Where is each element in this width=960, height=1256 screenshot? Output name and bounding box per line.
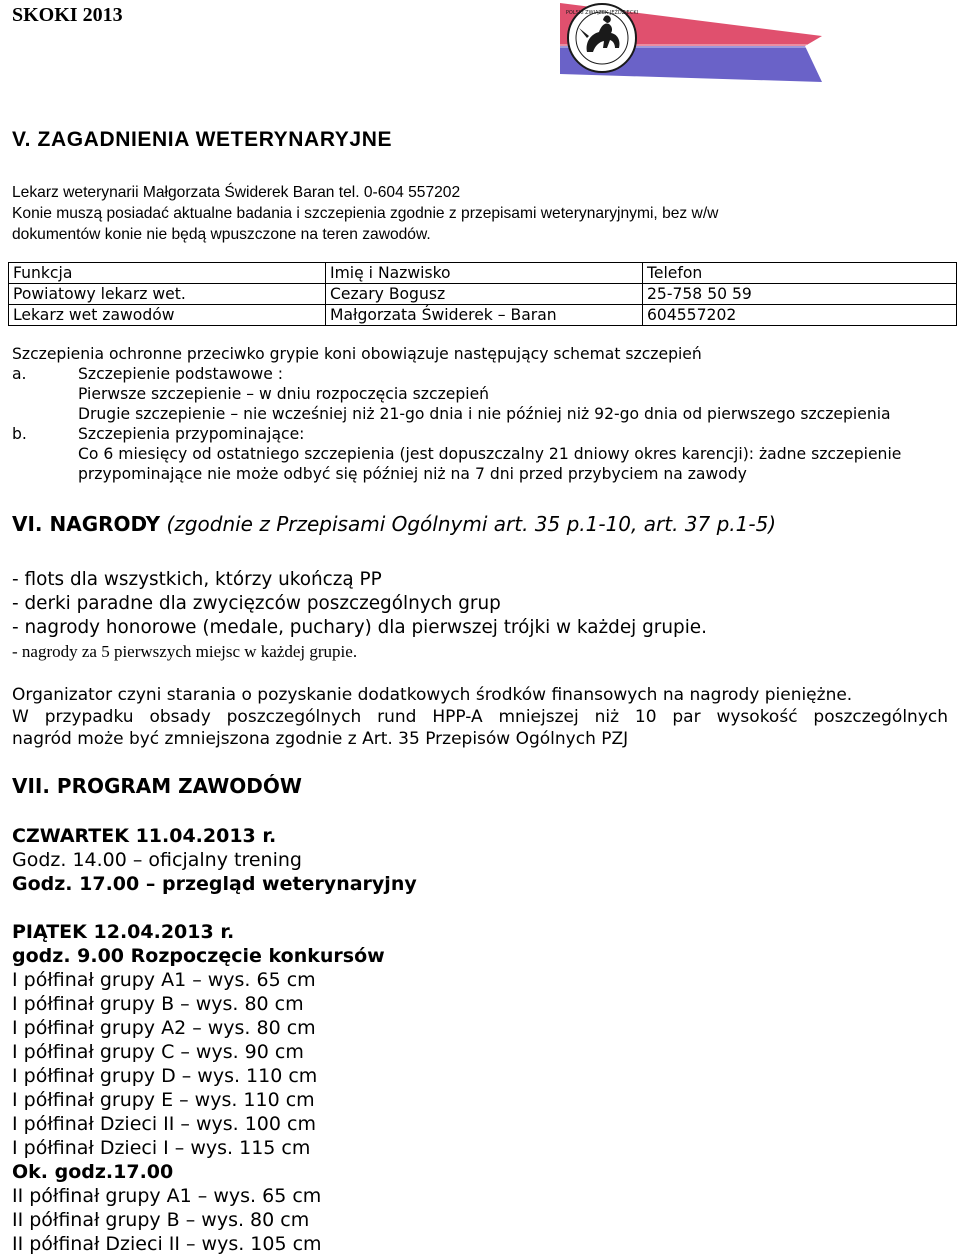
organizer-line: nagród może być zmniejszona zgodnie z Art. 35 Przepisów Ogólnych PZJ bbox=[12, 729, 629, 749]
word: mniejszej bbox=[498, 707, 579, 727]
schedule-item: Ok. godz.17.00 bbox=[12, 1161, 174, 1183]
table-header-row bbox=[9, 263, 957, 284]
table-header-cell: Telefon bbox=[643, 263, 957, 284]
vet-info-line: Konie muszą posiadać aktualne badania i szczepienia zgodnie z przepisami weterynaryjnymi, bez w/w bbox=[12, 205, 719, 222]
list-label: a. bbox=[12, 365, 27, 383]
organizer-line: Organizator czyni starania o pozyskanie dodatkowych środków finansowych na nagrody pieniężne. bbox=[12, 685, 853, 705]
schedule-item: I półfinał grupy E – wys. 110 cm bbox=[12, 1089, 315, 1111]
list-item: - derki paradne dla zwycięzców poszczególnych grup bbox=[12, 593, 501, 614]
vaccination-a bbox=[12, 364, 901, 384]
vaccination-a-title: Szczepienie podstawowe : bbox=[78, 365, 284, 383]
table-header-cell: Funkcja bbox=[9, 263, 326, 284]
svg-text:POLSKI ZWIĄZEK JEŹDZIECKI: POLSKI ZWIĄZEK JEŹDZIECKI bbox=[565, 10, 639, 16]
table-cell: Lekarz wet zawodów bbox=[9, 305, 326, 326]
table-cell: Cezary Bogusz bbox=[326, 284, 643, 305]
word: par bbox=[672, 707, 701, 727]
word: niż bbox=[594, 707, 619, 727]
word: poszczególnych bbox=[813, 707, 948, 727]
organizer-note bbox=[12, 684, 948, 750]
schedule-item: I półfinał grupy A2 – wys. 80 cm bbox=[12, 1017, 316, 1039]
day-heading: PIĄTEK 12.04.2013 r. bbox=[12, 921, 235, 943]
word: poszczególnych bbox=[226, 707, 362, 727]
schedule-item: I półfinał Dzieci I – wys. 115 cm bbox=[12, 1137, 311, 1159]
schedule-item: II półfinał grupy B – wys. 80 cm bbox=[12, 1209, 310, 1231]
header-title: SKOKI 2013 bbox=[12, 4, 123, 26]
section-6-title bbox=[12, 512, 776, 536]
list-item: Co 6 miesięcy od ostatniego szczepienia (jest dopuszczalny 21 dniowy okres karencji): żadne szczepienie bbox=[78, 445, 902, 463]
hpp-line-justified bbox=[12, 706, 948, 728]
vet-info bbox=[12, 182, 718, 245]
list-item: - nagrody za 5 pierwszych miejsc w każdej grupie. bbox=[12, 642, 358, 661]
table-cell: Powiatowy lekarz wet. bbox=[9, 284, 326, 305]
schedule-item: I półfinał Dzieci II – wys. 100 cm bbox=[12, 1113, 316, 1135]
schedule-item: Godz. 14.00 – oficjalny trening bbox=[12, 849, 302, 871]
list-item: Drugie szczepienie – nie wcześniej niż 21-go dnia i nie później niż 92-go dnia od pierwszego szczepienia bbox=[78, 405, 891, 423]
schedule-item: godz. 9.00 Rozpoczęcie konkursów bbox=[12, 945, 385, 967]
word: W bbox=[12, 707, 29, 727]
list-label: b. bbox=[12, 425, 27, 443]
schedule-item: I półfinał grupy C – wys. 90 cm bbox=[12, 1041, 304, 1063]
word: rund bbox=[377, 707, 417, 727]
list-item: przypominające nie może odbyć się później niż na 7 dni przed przybyciem na zawody bbox=[78, 465, 747, 483]
schedule-item: I półfinał grupy A1 – wys. 65 cm bbox=[12, 969, 316, 991]
vaccination-b-title: Szczepienia przypominające: bbox=[78, 425, 305, 443]
table-cell: Małgorzata Świderek – Baran bbox=[326, 305, 643, 326]
vaccination-intro: Szczepienia ochronne przeciwko grypie koni obowiązuje następujący schemat szczepień bbox=[12, 345, 702, 363]
vet-info-line: dokumentów konie nie będą wpuszczone na teren zawodów. bbox=[12, 226, 431, 243]
section-6-heading: VI. NAGRODY bbox=[12, 512, 161, 536]
word: 10 bbox=[634, 707, 657, 727]
schedule-item: II półfinał Dzieci II – wys. 105 cm bbox=[12, 1233, 322, 1255]
schedule-item: Godz. 17.00 – przegląd weterynaryjny bbox=[12, 873, 417, 895]
word: przypadku bbox=[44, 707, 134, 727]
table-header-cell: Imię i Nazwisko bbox=[326, 263, 643, 284]
vaccination-schedule bbox=[12, 344, 901, 484]
vet-contacts-table bbox=[8, 262, 957, 326]
schedule-item: II półfinał grupy A1 – wys. 65 cm bbox=[12, 1185, 322, 1207]
table-cell: 604557202 bbox=[643, 305, 957, 326]
word: obsady bbox=[149, 707, 211, 727]
list-item: - nagrody honorowe (medale, puchary) dla pierwszej trójki w każdej grupie. bbox=[12, 617, 707, 638]
list-item: - flots dla wszystkich, którzy ukończą PP bbox=[12, 569, 382, 590]
word: HPP-A bbox=[432, 707, 483, 727]
schedule-item: I półfinał grupy D – wys. 110 cm bbox=[12, 1065, 318, 1087]
vaccination-b bbox=[12, 424, 901, 444]
schedule-item: I półfinał grupy B – wys. 80 cm bbox=[12, 993, 304, 1015]
section-6-subtitle: (zgodnie z Przepisami Ogólnymi art. 35 p.1-10, art. 37 p.1-5) bbox=[166, 512, 777, 536]
day-heading: CZWARTEK 11.04.2013 r. bbox=[12, 825, 277, 847]
list-item: Pierwsze szczepienie – w dniu rozpoczęcia szczepień bbox=[78, 385, 490, 403]
table-row bbox=[9, 305, 957, 326]
vet-info-line: Lekarz weterynarii Małgorzata Świderek Baran tel. 0-604 557202 bbox=[12, 184, 461, 201]
section-5-title: V. ZAGADNIENIA WETERYNARYJNE bbox=[12, 128, 393, 151]
program-schedule bbox=[12, 824, 417, 1256]
pennant-logo-icon bbox=[557, 0, 825, 92]
section-7-title: VII. PROGRAM ZAWODÓW bbox=[12, 774, 302, 798]
word: wysokość bbox=[716, 707, 798, 727]
table-row bbox=[9, 284, 957, 305]
table-cell: 25-758 50 59 bbox=[643, 284, 957, 305]
awards-list bbox=[12, 568, 707, 664]
